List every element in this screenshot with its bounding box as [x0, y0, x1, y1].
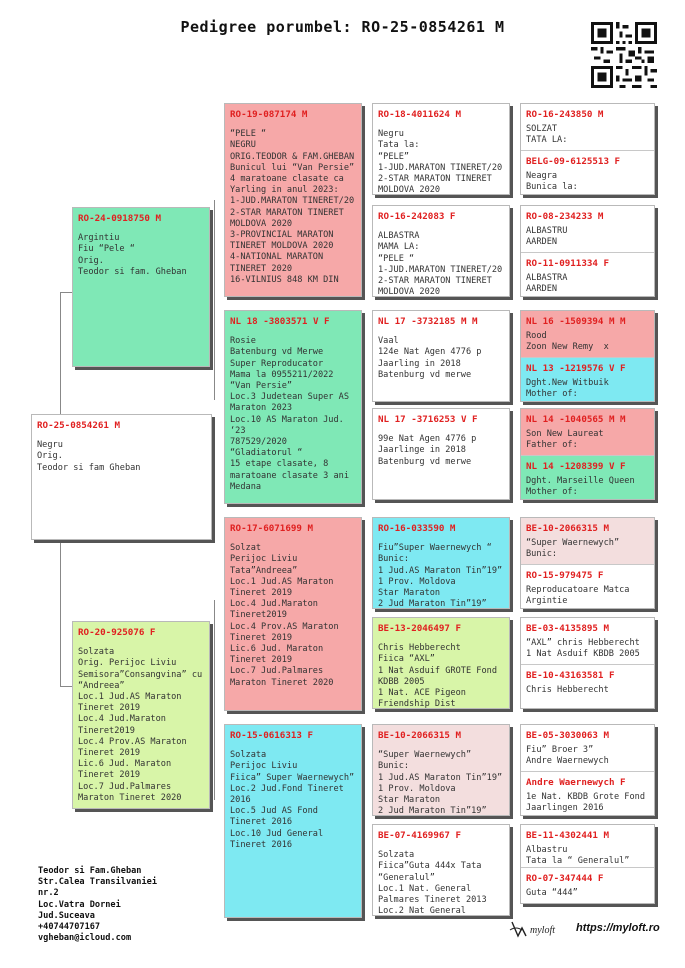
- pigeon-details: Reproducatoare Matca Argintie: [526, 585, 630, 607]
- ring-number: BE-10-2066315 M: [378, 730, 461, 741]
- pigeon-entry[interactable]: [521, 772, 654, 816]
- ring-number: RO-15-979475 F: [526, 570, 604, 581]
- ring-number: NL 18 -3803571 V F: [230, 316, 330, 327]
- ring-number: NL 17 -3716253 V F: [378, 414, 478, 425]
- page-title: Pedigree porumbel: RO-25-0854261 M: [180, 18, 505, 36]
- pigeon-details: “AXL” chris Hebberecht 1 Nat Asduif KBDB 2005: [526, 638, 640, 660]
- owner-contact: Teodor si Fam.Gheban Str.Calea Transilvaniei nr.2 Loc.Vatra Dornei Jud.Suceava +40744707167 vgheban@icloud.com: [38, 866, 157, 944]
- pigeon-card-pair[interactable]: [520, 205, 655, 297]
- ring-number: BE-13-2046497 F: [378, 623, 461, 634]
- pigeon-details: Negru Tata la: “PELE” 1-JUD.MARATON TINERET/20 2-STAR MARATON TINERET MOLDOVA 2020: [378, 129, 503, 195]
- pigeon-details: Fiu”Super Waernewych “ Bunic: 1 Jud.AS Maraton Tin”19” 1 Prov. Moldova Star Maraton 2 Jud Maraton Tin”19”: [378, 543, 503, 609]
- pigeon-card-pair[interactable]: [520, 617, 655, 709]
- pigeon-entry[interactable]: [521, 725, 654, 771]
- pigeon-details: Fiu” Broer 3” Andre Waernewych: [526, 745, 609, 767]
- ring-number: RO-08-234233 M: [526, 211, 604, 222]
- website-link[interactable]: https://myloft.ro: [576, 922, 660, 934]
- pigeon-card-subject[interactable]: [31, 414, 212, 540]
- connector: [214, 200, 215, 300]
- pigeon-card-pair[interactable]: [520, 103, 655, 195]
- ring-number: RO-25-0854261 M: [37, 420, 120, 431]
- pigeon-card-grandparent[interactable]: [224, 724, 362, 918]
- pigeon-entry[interactable]: [521, 456, 654, 500]
- pigeon-card-grandparent[interactable]: [224, 310, 362, 504]
- ring-number: NL 17 -3732185 M M: [378, 316, 478, 327]
- pigeon-details: Argintiu Fiu “Pele “ Orig. Teodor si fam. Gheban: [78, 233, 187, 277]
- pigeon-entry[interactable]: [521, 206, 654, 252]
- ring-number: BELG-09-6125513 F: [526, 156, 621, 167]
- ring-number: Andre Waernewych F: [526, 777, 626, 788]
- ring-number: NL 14 -1208399 V F: [526, 461, 626, 472]
- pigeon-details: 1e Nat. KBDB Grote Fond Jaarlingen 2016: [526, 792, 645, 814]
- ring-number: RO-15-0616313 F: [230, 730, 313, 741]
- pigeon-details: “Super Waernewych” Bunic: 1 Jud.AS Maraton Tin”19” 1 Prov. Moldova Star Maraton 2 Jud Maraton Tin”19”: [378, 750, 503, 816]
- pigeon-card-pair[interactable]: [520, 824, 655, 904]
- pigeon-card-mother[interactable]: [72, 621, 210, 809]
- ring-number: RO-19-087174 M: [230, 109, 308, 120]
- pigeon-details: Solzata Orig. Perijoc Liviu Semisora”Consangvina” cu “Andreea” Loc.1 Jud.AS Maraton Tineret 2019 Loc.4 Jud.Maraton Tineret2019 Loc.4 Prov.AS Maraton Tineret 2019 Lic.6 Jud. Maraton Tineret 2019 Loc.7 Jud.Palmares Maraton Tineret 2020: [78, 647, 203, 803]
- pigeon-card-great-grandparent[interactable]: [372, 408, 510, 500]
- connector: [60, 686, 72, 687]
- pigeon-card-great-grandparent[interactable]: [372, 103, 510, 195]
- ring-number: RO-18-4011624 M: [378, 109, 461, 120]
- pigeon-details: Rood Zoon New Remy x: [526, 331, 609, 353]
- ring-number: RO-17-6071699 M: [230, 523, 313, 534]
- pigeon-details: Albastru Tata la “ Generalul”: [526, 845, 630, 867]
- ring-number: BE-10-43163581 F: [526, 670, 615, 681]
- ring-number: RO-16-033590 M: [378, 523, 456, 534]
- pigeon-card-pair[interactable]: [520, 724, 655, 816]
- pigeon-details: 99e Nat Agen 4776 p Jaarlinge in 2018 Batenburg vd merwe: [378, 434, 477, 467]
- pigeon-entry[interactable]: [521, 311, 654, 357]
- ring-number: RO-07-347444 F: [526, 873, 604, 884]
- pigeon-card-great-grandparent[interactable]: [372, 617, 510, 709]
- connector: [214, 300, 215, 400]
- ring-number: RO-11-0911334 F: [526, 258, 609, 269]
- connector: [60, 292, 61, 418]
- pigeon-entry[interactable]: [521, 104, 654, 150]
- ring-number: RO-20-925076 F: [78, 627, 156, 638]
- myloft-logo: [508, 918, 568, 940]
- ring-number: BE-07-4169967 F: [378, 830, 461, 841]
- pigeon-details: Neagra Bunica la:: [526, 171, 578, 193]
- pigeon-details: Son New Laureat Father of:: [526, 429, 604, 451]
- pigeon-details: Solzata Perijoc Liviu Fiica” Super Waernewych” Loc.2 Jud.Fond Tineret 2016 Loc.5 Jud AS Fond Tineret 2016 Loc.10 Jud General Tineret 2016: [230, 750, 355, 850]
- pigeon-entry[interactable]: [521, 825, 654, 867]
- pigeon-card-pair[interactable]: [520, 408, 655, 500]
- qr-code: [591, 22, 657, 88]
- pigeon-entry[interactable]: [521, 618, 654, 664]
- ring-number: BE-11-4302441 M: [526, 830, 609, 841]
- pigeon-details: Guta “444”: [526, 888, 578, 899]
- pigeon-details: Dght. Marseille Queen Mother of:: [526, 476, 635, 498]
- pigeon-card-pair[interactable]: [520, 517, 655, 609]
- pigeon-details: Solzat Perijoc Liviu Tata”Andreea” Loc.1 Jud.AS Maraton Tineret 2019 Loc.4 Jud.Maraton Tineret2019 Loc.4 Prov.AS Maraton Tineret 2019 Lic.6 Jud. Maraton Tineret 2019 Loc.7 Jud.Palmares Maraton Tineret 2020: [230, 543, 339, 688]
- pigeon-card-grandparent[interactable]: [224, 517, 362, 711]
- pigeon-details: ALBASTRU AARDEN: [526, 226, 568, 248]
- ring-number: BE-10-2066315 M: [526, 523, 609, 534]
- pigeon-details: Chris Hebberecht: [526, 685, 609, 696]
- pigeon-details: Vaal 124e Nat Agen 4776 p Jaarling in 2018 Batenburg vd merwe: [378, 336, 482, 380]
- pigeon-card-pair[interactable]: [520, 310, 655, 402]
- pigeon-details: Dght.New Witbuik Mother of:: [526, 378, 609, 400]
- pigeon-entry[interactable]: [521, 565, 654, 609]
- ring-number: RO-16-243850 M: [526, 109, 604, 120]
- pigeon-details: “Super Waernewych” Bunic:: [526, 538, 620, 560]
- connector: [214, 600, 215, 700]
- connector: [60, 540, 61, 686]
- pigeon-card-great-grandparent[interactable]: [372, 310, 510, 402]
- pigeon-details: “PELE “ NEGRU ORIG.TEODOR & FAM.GHEBAN Bunicul lui “Van Persie” 4 maratoane clasate ca Yarling in anul 2023: 1-JUD.MARATON TINERET/20 2-STAR MARATON TINERET MOLDOVA 2020 3-PROVINCIAL MARATON TINERET MOLDOVA 2020 4-NATIONAL MARATON TINERET 2020 16-VILNIUS 848 KM DIN: [230, 129, 355, 285]
- pigeon-details: ALBASTRA MAMA LA: “PELE “ 1-JUD.MARATON TINERET/20 2-STAR MARATON TINERET MOLDOVA 2020: [378, 231, 503, 297]
- pigeon-details: Rosie Batenburg vd Merwe Super Reproducator Mama la 0955211/2022 “Van Persie” Loc.3 Judetean Super AS Maraton 2023 Loc.10 AS Maraton Jud. ‘23 787529/2020 “Gladiatorul “ 15 etape clasate, 8 maratoane clasate 3 ani Medana: [230, 336, 349, 492]
- ring-number: RO-24-0918750 M: [78, 213, 161, 224]
- pigeon-card-great-grandparent[interactable]: [372, 517, 510, 609]
- ring-number: BE-05-3030063 M: [526, 730, 609, 741]
- pigeon-entry[interactable]: [521, 409, 654, 455]
- ring-number: BE-03-4135895 M: [526, 623, 609, 634]
- ring-number: NL 13 -1219576 V F: [526, 363, 626, 374]
- pigeon-entry[interactable]: [521, 665, 654, 709]
- pigeon-card-great-grandparent[interactable]: [372, 205, 510, 297]
- pigeon-entry[interactable]: [521, 518, 654, 564]
- pigeon-entry[interactable]: [521, 358, 654, 402]
- ring-number: NL 14 -1040565 M M: [526, 414, 626, 425]
- connector: [60, 292, 72, 293]
- pigeon-card-father[interactable]: [72, 207, 210, 367]
- pigeon-card-grandparent[interactable]: [224, 103, 362, 297]
- pigeon-details: Solzata Fiica”Guta 444x Tata “Generalul” Loc.1 Nat. General Palmares Tineret 2013 Loc.2 Nat General: [378, 850, 487, 916]
- pigeon-details: Chris Hebberecht Fiica “AXL” 1 Nat Asduif GROTE Fond KDBB 2005 1 Nat. ACE Pigeon Friendship Dist: [378, 643, 497, 709]
- pigeon-details: Negru Orig. Teodor si fam Gheban: [37, 440, 141, 473]
- pigeon-details: SOLZAT TATA LA:: [526, 124, 568, 146]
- ring-number: NL 16 -1509394 M M: [526, 316, 626, 327]
- pigeon-entry[interactable]: [521, 868, 654, 904]
- pigeon-card-great-grandparent[interactable]: [372, 824, 510, 916]
- connector: [214, 700, 215, 800]
- pigeon-card-great-grandparent[interactable]: [372, 724, 510, 816]
- ring-number: RO-16-242083 F: [378, 211, 456, 222]
- pigeon-details: ALBASTRA AARDEN: [526, 273, 568, 295]
- pigeon-entry[interactable]: [521, 151, 654, 195]
- logo-text: myloft: [530, 925, 555, 936]
- pigeon-entry[interactable]: [521, 253, 654, 297]
